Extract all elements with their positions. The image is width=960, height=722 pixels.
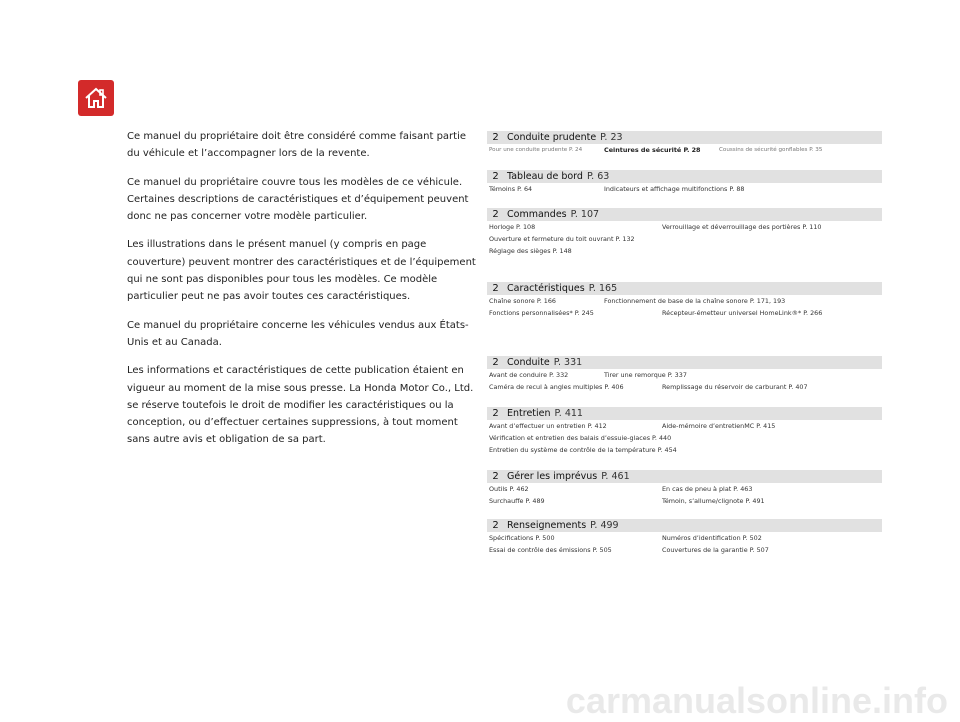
arrow-icon: 2 [492, 520, 499, 531]
section-page: P. 165 [588, 283, 618, 294]
toc-link[interactable]: Verrouillage et déverrouillage des portières P. 110 [662, 223, 822, 231]
toc-link[interactable]: Pour une conduite prudente P. 24 [489, 147, 583, 153]
toc-link-tableau-de-bord[interactable] [487, 170, 882, 183]
toc-row [487, 307, 882, 319]
section-title: Tableau de bord [507, 171, 583, 182]
toc-link[interactable]: Coussins de sécurité gonflables P. 35 [719, 147, 823, 153]
toc-row [487, 420, 882, 432]
toc-link-caracteristiques[interactable] [487, 282, 882, 295]
section-title: Caractéristiques [507, 283, 585, 294]
toc-link[interactable]: Fonctionnement de base de la chaîne sonore P. 171, 193 [604, 297, 786, 305]
arrow-icon: 2 [492, 471, 499, 482]
toc-link-entretien[interactable] [487, 407, 882, 420]
toc-section-caracteristiques [487, 282, 882, 319]
toc-link-conduite[interactable] [487, 356, 882, 369]
toc-row [487, 183, 882, 195]
toc-row [487, 532, 882, 544]
toc-row [487, 144, 882, 156]
toc-link[interactable]: Tirer une remorque P. 337 [604, 371, 687, 379]
toc-link[interactable]: Vérification et entretien des balais d’essuie-glaces P. 440 [489, 434, 672, 442]
section-page: P. 331 [553, 357, 583, 368]
toc-link[interactable]: Ouverture et fermeture du toit ouvrant P. 132 [489, 235, 635, 243]
section-title: Conduite [507, 357, 550, 368]
toc-link-commandes[interactable] [487, 208, 882, 221]
toc-section-conduite-prudente [487, 131, 882, 156]
toc-link[interactable]: Aide-mémoire d’entretienMC P. 415 [662, 422, 776, 430]
toc-link[interactable]: Couvertures de la garantie P. 507 [662, 546, 769, 554]
toc-section-gerer-les-imprevus [487, 470, 882, 507]
toc-row [487, 381, 882, 393]
toc-section-commandes [487, 208, 882, 257]
section-page: P. 63 [586, 171, 610, 182]
section-title: Conduite prudente [507, 132, 597, 143]
toc-link[interactable]: Ceintures de sécurité P. 28 [604, 146, 701, 154]
toc-link[interactable]: Témoin, s’allume/clignote P. 491 [662, 497, 765, 505]
toc-link[interactable]: Caméra de recul à angles multiples P. 406 [489, 383, 624, 391]
section-page: P. 23 [600, 132, 623, 143]
toc-link[interactable]: Outils P. 462 [489, 485, 529, 493]
toc-link[interactable]: Avant de conduire P. 332 [489, 371, 569, 379]
toc-row [487, 295, 882, 307]
toc-row [487, 495, 882, 507]
toc-row [487, 483, 882, 495]
intro-paragraph-3: Les illustrations dans le présent manuel (y compris en page couverture) peuvent montrer des caractéristiques et de l’équipement qui ne sont pas disponibles pour tous les modèles. Ce modèle particulier peut ne pas avoir toutes ces caractéristiques. [127, 239, 476, 303]
toc-row [487, 369, 882, 381]
section-page: P. 107 [570, 209, 600, 220]
arrow-icon: 2 [492, 408, 499, 419]
intro-paragraph-4: Ce manuel du propriétaire concerne les véhicules vendus aux États-Unis et au Canada. [127, 319, 469, 348]
watermark: carmanualsonline.info [565, 680, 948, 721]
toc-section-renseignements [487, 519, 882, 556]
toc-link[interactable]: Remplissage du réservoir de carburant P. 407 [662, 383, 808, 391]
toc-link[interactable]: Témoins P. 64 [489, 185, 533, 193]
home-button[interactable] [78, 80, 114, 116]
toc-link-conduite-prudente[interactable] [487, 131, 882, 144]
toc-link-renseignements[interactable] [487, 519, 882, 532]
toc-section-entretien [487, 407, 882, 456]
intro-paragraph-1: Ce manuel du propriétaire doit être considéré comme faisant partie du véhicule et l’accompagner lors de la revente. [127, 131, 467, 160]
toc-row [487, 245, 882, 257]
toc-section-conduite [487, 356, 882, 393]
intro-text [127, 128, 477, 460]
home-icon [83, 86, 109, 110]
section-page: P. 499 [590, 520, 619, 531]
toc-link[interactable]: Numéros d’identification P. 502 [662, 534, 762, 542]
toc-link[interactable]: Horloge P. 108 [489, 223, 536, 231]
section-title: Entretien [507, 408, 551, 419]
toc-link-gerer-les-imprevus[interactable] [487, 470, 882, 483]
toc-link[interactable]: En cas de pneu à plat P. 463 [662, 485, 753, 493]
toc-link[interactable]: Spécifications P. 500 [489, 534, 555, 542]
arrow-icon: 2 [492, 132, 499, 143]
toc-row [487, 233, 882, 245]
toc-row [487, 432, 882, 444]
toc-row [487, 544, 882, 556]
section-title: Commandes [507, 209, 567, 220]
section-page: P. 461 [601, 471, 630, 482]
arrow-icon: 2 [492, 357, 499, 368]
toc-section-tableau-de-bord [487, 170, 882, 195]
section-title: Gérer les imprévus [507, 471, 598, 482]
arrow-icon: 2 [492, 171, 499, 182]
toc-link[interactable]: Avant d’effectuer un entretien P. 412 [489, 422, 607, 430]
toc-row [487, 221, 882, 233]
arrow-icon: 2 [492, 209, 499, 220]
intro-paragraph-2: Ce manuel du propriétaire couvre tous les modèles de ce véhicule. Certaines descriptions de caractéristiques et d’équipement peuvent donc ne pas concerner votre modèle particulier. [127, 176, 469, 223]
toc-link[interactable]: Récepteur-émetteur universel HomeLink®* P. 266 [662, 309, 823, 317]
toc-link[interactable]: Réglage des sièges P. 148 [489, 247, 572, 255]
arrow-icon: 2 [492, 283, 499, 294]
toc-link[interactable]: Indicateurs et affichage multifonctions P. 88 [604, 185, 745, 193]
toc-link[interactable]: Essai de contrôle des émissions P. 505 [489, 546, 612, 554]
toc-row [487, 444, 882, 456]
intro-paragraph-5: Les informations et caractéristiques de cette publication étaient en vigueur au moment de la mise sous presse. La Honda Motor Co., Ltd. se réserve toutefois le droit de modifier les caractéristiques ou la conception, ou d’effectuer certaines suppressions, à tout moment sans autre avis et obligation de sa part. [127, 365, 474, 446]
section-page: P. 411 [554, 408, 583, 419]
toc-link[interactable]: Fonctions personnalisées* P. 245 [489, 309, 594, 317]
toc-link[interactable]: Chaîne sonore P. 166 [489, 297, 556, 305]
toc-link[interactable]: Entretien du système de contrôle de la température P. 454 [489, 446, 677, 454]
toc-link[interactable]: Surchauffe P. 489 [489, 497, 545, 505]
section-title: Renseignements [507, 520, 587, 531]
